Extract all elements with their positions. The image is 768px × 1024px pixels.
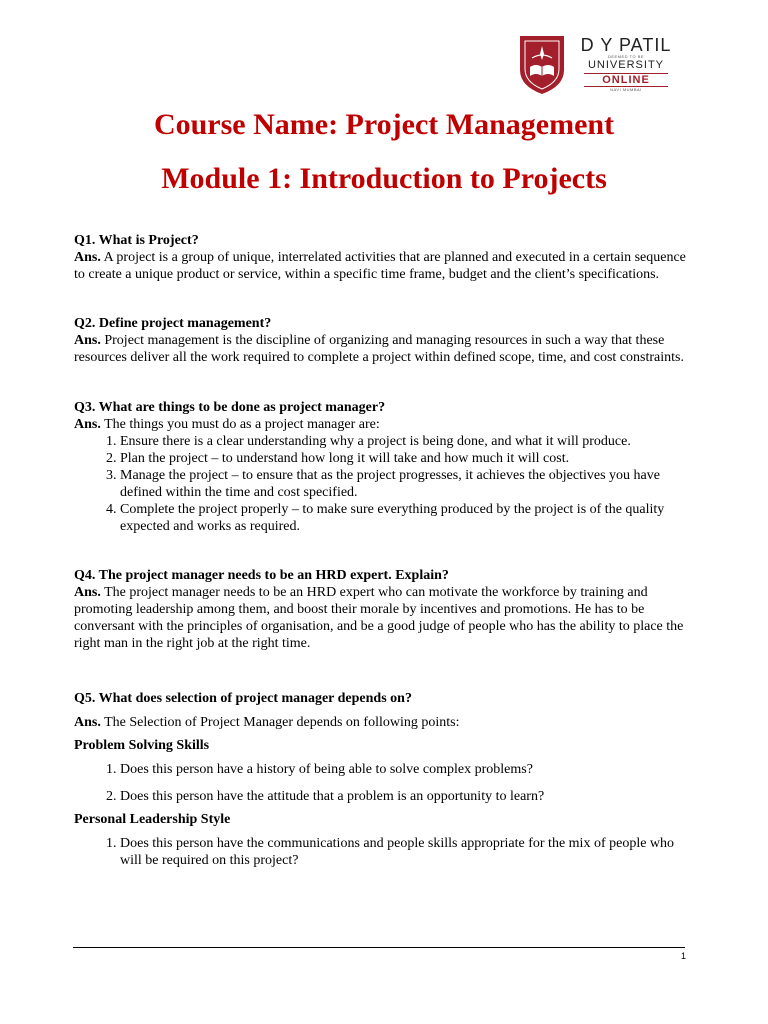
numbered-list <box>74 761 688 805</box>
question-heading: Q4. The project manager needs to be an HRD expert. Explain? <box>74 568 449 583</box>
logo-brand: D Y PATIL <box>580 35 672 55</box>
course-title: Course Name: Project Management <box>153 108 615 141</box>
ans-label: Ans. <box>74 250 101 265</box>
answer-body: The things you must do as a project manager are: <box>100 417 380 432</box>
answer-text <box>74 249 688 283</box>
list-item: 2. Does this person have the attitude that a problem is an opportunity to learn? <box>120 788 688 805</box>
ans-label: Ans. <box>74 585 101 600</box>
question-heading: Q2. Define project management? <box>74 316 272 331</box>
list-item: 1. Ensure there is a clear understanding why a project is being done, and what it will produce. <box>120 433 688 450</box>
logo-city: NAVI MUMBAI <box>610 87 642 92</box>
answer-text <box>74 584 688 652</box>
answer-body: The project manager needs to be an HRD expert who can motivate the workforce by training and promoting leadership among them, and boost their morale by incentives and promotions. He has to be conversant with the principles of organisation, and be a good judge of people who has the ability to place the right man in the right job at the right time. <box>74 585 684 651</box>
ans-label: Ans. <box>74 715 101 730</box>
logo-wordmark <box>574 36 678 93</box>
list-item: 4. Complete the project properly – to make sure everything produced by the project is of the quality expected and works as required. <box>120 501 688 535</box>
answer-text <box>74 332 688 366</box>
question-heading: Q5. What does selection of project manager depends on? <box>74 691 412 706</box>
list-item: 3. Manage the project – to ensure that as the project progresses, it achieves the objectives you have defined within the time and cost specified. <box>120 467 688 501</box>
logo-university: UNIVERSITY <box>587 59 664 71</box>
shield-icon <box>518 34 566 96</box>
section-heading: Personal Leadership Style <box>74 812 231 827</box>
list-item: 1. Does this person have the communications and people skills appropriate for the mix of people who will be required on this project? <box>120 835 688 869</box>
university-logo <box>518 34 684 100</box>
question-heading: Q1. What is Project? <box>74 233 199 248</box>
answer-text <box>74 714 688 731</box>
answer-body: Project management is the discipline of organizing and managing resources in such a way that these resources deliver all the work required to complete a project within defined scope, time, and cost constraints. <box>74 333 684 365</box>
qa-content <box>74 232 688 869</box>
answer-body: The Selection of Project Manager depends on following points: <box>100 715 460 730</box>
ans-label: Ans. <box>74 333 101 348</box>
ans-label: Ans. <box>74 417 101 432</box>
page-number: 1 <box>680 951 686 961</box>
logo-online: ONLINE <box>584 73 668 87</box>
numbered-list <box>74 835 688 869</box>
list-item: 2. Plan the project – to understand how long it will take and how much it will cost. <box>120 450 688 467</box>
list-item: 1. Does this person have a history of being able to solve complex problems? <box>120 761 688 778</box>
numbered-list <box>74 433 688 535</box>
answer-text <box>74 416 688 433</box>
answer-body: A project is a group of unique, interrelated activities that are planned and executed in a certain sequence to create a unique product or service, within a specific time frame, budget and the client’s specifications. <box>74 250 686 282</box>
section-heading: Problem Solving Skills <box>74 738 210 753</box>
footer-divider <box>73 947 685 948</box>
logo-deemed: DEEMED TO BE <box>607 54 645 59</box>
module-title: Module 1: Introduction to Projects <box>161 162 607 195</box>
question-heading: Q3. What are things to be done as project manager? <box>74 400 386 415</box>
